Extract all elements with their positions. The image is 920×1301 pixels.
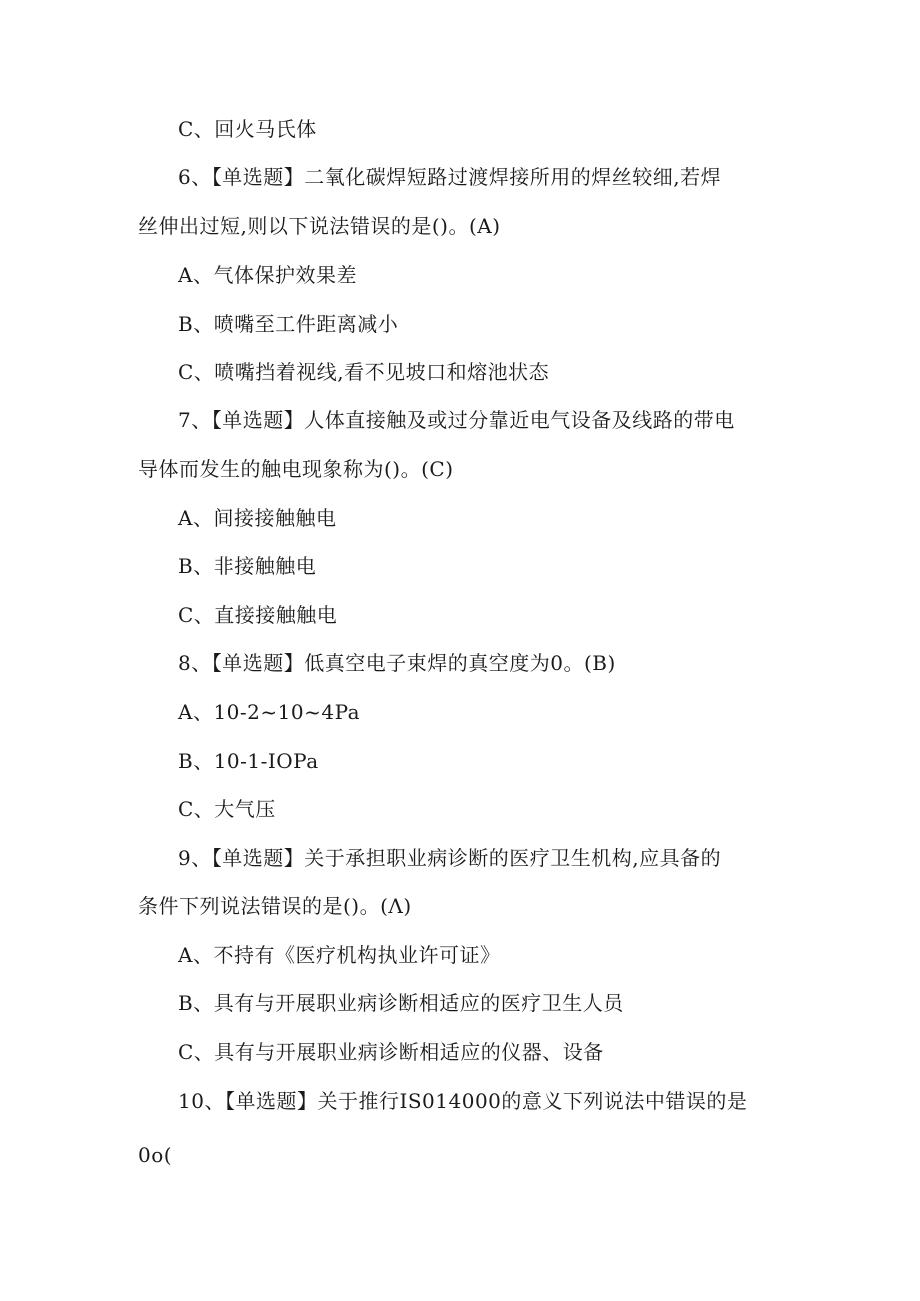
option-line: A、不持有《医疗机构执业许可证》	[178, 943, 501, 967]
option-line: A、10-2~10~4Pa	[178, 700, 361, 724]
question-line: 8、【单选题】低真空电子束焊的真空度为0。(B)	[178, 651, 616, 675]
option-line: B、喷嘴至工件距离减小	[178, 312, 399, 336]
question-continuation: 条件下列说法错误的是()。(Λ)	[138, 894, 412, 918]
option-line: C、具有与开展职业病诊断相适应的仪器、设备	[178, 1040, 604, 1064]
question-continuation: 丝伸出过短,则以下说法错误的是()。(A)	[138, 214, 501, 238]
question-line: 7、【单选题】人体直接触及或过分靠近电气设备及线路的带电	[178, 408, 735, 432]
option-line: B、10-1-IOPa	[178, 749, 319, 773]
question-continuation: 导体而发生的触电现象称为()。(C)	[138, 457, 454, 481]
question-line: 9、【单选题】关于承担职业病诊断的医疗卫生机构,应具备的	[178, 846, 722, 870]
option-line: A、间接接触触电	[178, 506, 337, 530]
question-line: 6、【单选题】二氧化碳焊短路过渡焊接所用的焊丝较细,若焊	[178, 165, 722, 189]
option-line: C、回火马氏体	[178, 117, 317, 141]
option-line: C、直接接触触电	[178, 603, 338, 627]
question-line: 10、【单选题】关于推行IS014000的意义下列说法中错误的是	[178, 1089, 748, 1113]
option-line: A、气体保护效果差	[178, 263, 357, 287]
option-line: C、喷嘴挡着视线,看不见坡口和熔池状态	[178, 360, 550, 384]
option-line: C、大气压	[178, 797, 276, 821]
option-line: B、非接触触电	[178, 554, 317, 578]
question-continuation: 0o(	[138, 1143, 173, 1167]
option-line: B、具有与开展职业病诊断相适应的医疗卫生人员	[178, 991, 624, 1015]
